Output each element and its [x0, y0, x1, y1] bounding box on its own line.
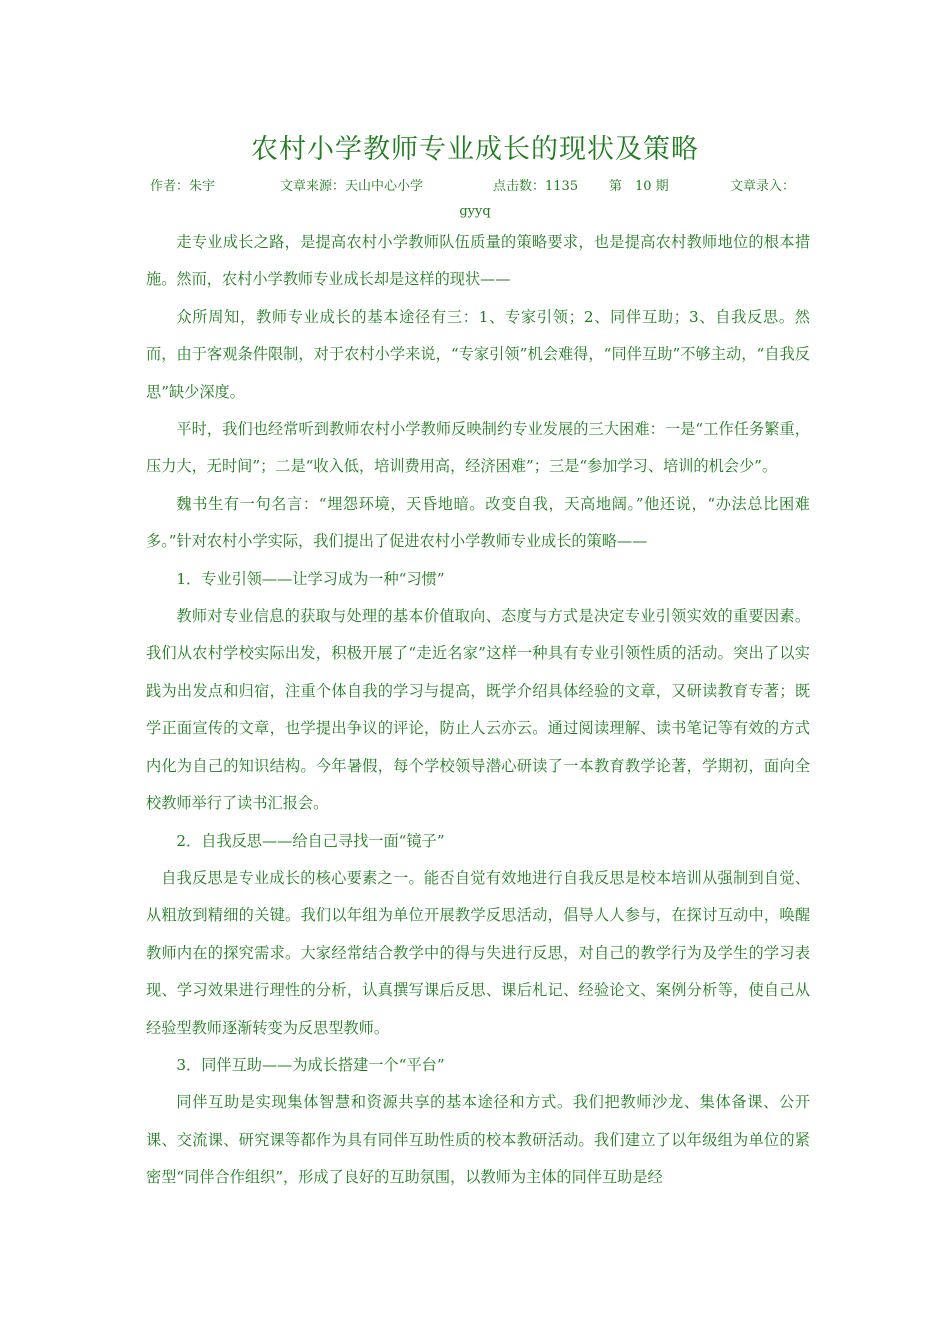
- meta-source: 文章来源：天山中心小学: [280, 179, 424, 194]
- article-body: [146, 224, 810, 1197]
- section-heading-3: 3．同伴互助——为成长搭建一个“平台”: [176, 1055, 445, 1074]
- paragraph-section-3: 同伴互助是实现集体智慧和资源共享的基本途径和方式。我们把教师沙龙、集体备课、公开课、交流课、研究课等都作为具有同伴互助性质的校本教研活动。我们建立了以年级组为单位的紧密型“同伴合作组织”，形成了良好的互助氛围，以教师为主体的同伴互助是经: [146, 1093, 810, 1187]
- meta-author: 作者：朱宇: [150, 179, 216, 194]
- paragraph-paths: 众所周知，教师专业成长的基本途径有三：1、专家引领；2、同伴互助；3、自我反思。然而，由于客观条件限制，对于农村小学来说，“专家引领”机会难得，“同伴互助”不够主动，“自我反思”缺少深度。: [146, 307, 810, 401]
- section-heading-2: 2．自我反思——给自己寻找一面“镜子”: [176, 831, 445, 850]
- paragraph-section-1: 教师对专业信息的获取与处理的基本价值取向、态度与方式是决定专业引领实效的重要因素。我们从农村学校实际出发，积极开展了“走近名家”这样一种具有专业引领性质的活动。突出了以实践为出发点和归宿，注重个体自我的学习与提高，既学介绍具体经验的文章，又研读教育专著；既学正面宣传的文章，也学提出争议的评论，防止人云亦云。通过阅读理解、读书笔记等有效的方式内化为自己的知识结构。今年暑假，每个学校领导潜心研读了一本教育教学论著，学期初，面向全校教师举行了读书汇报会。: [146, 607, 810, 813]
- paragraph-section-2: 自我反思是专业成长的核心要素之一。能否自觉有效地进行自我反思是校本培训从强制到自觉、从粗放到精细的关键。我们以年组为单位开展教学反思活动，倡导人人参与，在探讨互动中，唤醒教师内在的探究需求。大家经常结合教学中的得与失进行反思，对自己的教学行为及学生的学习表现、学习效果进行理性的分析，认真撰写课后反思、课后札记、经验论文、案例分析等，使自己从经验型教师逐渐转变为反思型教师。: [146, 868, 810, 1037]
- meta-clicks: 点击数：1135: [493, 179, 579, 194]
- meta-entry-label: 文章录入：: [730, 179, 796, 194]
- article-title: 农村小学教师专业成长的现状及策略: [251, 134, 699, 165]
- paragraph-intro: 走专业成长之路，是提高农村小学教师队伍质量的策略要求，也是提高农村教师地位的根本措施。然而，农村小学教师专业成长却是这样的现状——: [146, 233, 810, 289]
- paragraph-difficulties: 平时，我们也经常听到教师农村小学教师反映制约专业发展的三大困难：一是“工作任务繁重，压力大，无时间”；二是“收入低，培训费用高，经济困难”；三是“参加学习、培训的机会少”。: [146, 420, 810, 476]
- paragraph-quote: 魏书生有一句名言：“埋怨环境，天昏地暗。改变自我，天高地阔。”他还说，“办法总比困难多。”针对农村小学实际，我们提出了促进农村小学教师专业成长的策略——: [146, 494, 810, 551]
- meta-entry-value: gyyq: [459, 204, 491, 219]
- section-heading-1: 1．专业引领——让学习成为一种“习惯”: [176, 569, 445, 588]
- meta-issue: 第 10 期: [609, 179, 669, 194]
